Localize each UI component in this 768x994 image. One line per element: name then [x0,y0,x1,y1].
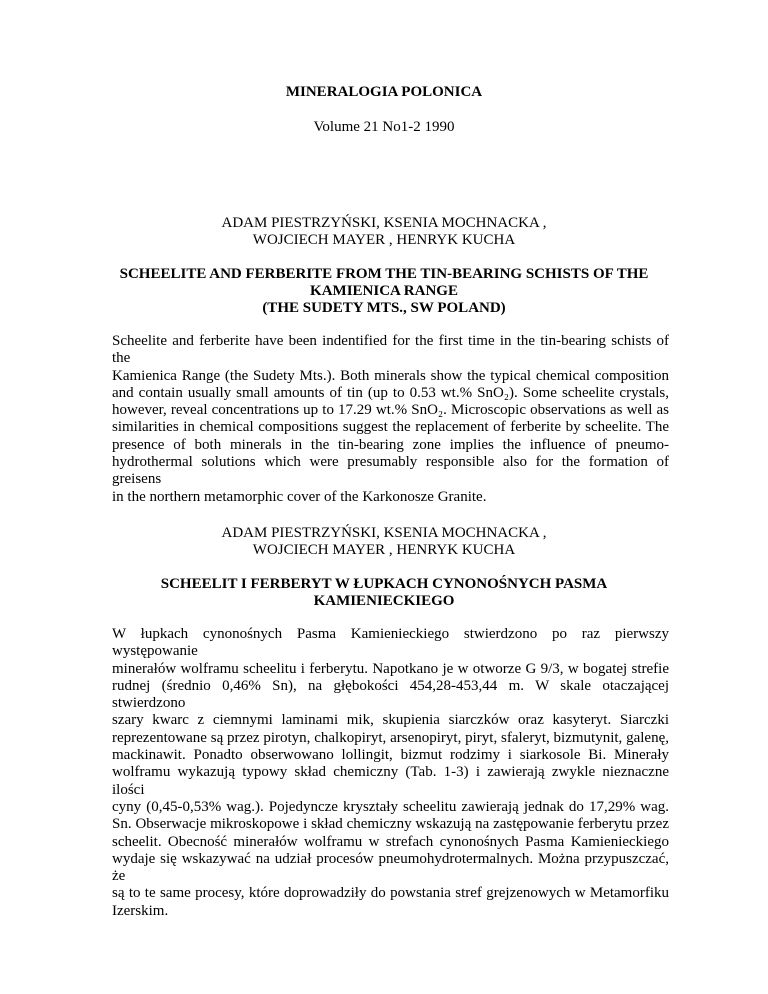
title-en-line-1: SCHEELITE AND FERBERITE FROM THE TIN-BEARING SCHISTS OF THE [119,266,649,282]
abstract-pl-line: wolframu wykazują typowy skład chemiczny (Tab. 1-3) i zawierają zwykle nieznaczne ilości [112,764,669,798]
journal-volume: Volume 21 No1-2 1990 [313,119,455,135]
abstract-en-line: Kamienica Range (the Sudety Mts.). Both minerals show the typical chemical composition [112,367,669,384]
abstract-en-line: similarities in chemical compositions suggest the replacement of ferberite by scheelite. The [112,419,669,436]
abstract-en-line: Scheelite and ferberite have been indentified for the first time in the tin-bearing schists of the [112,333,669,367]
abstract-pl-line: minerałów wolframu scheelitu i ferberytu. Napotkano je w otworze G 9/3, w bogatej strefie [112,660,669,677]
abstract-en-line: however, reveal concentrations up to 17.29 wt.% SnO₂. Microscopic observations as well as [112,402,669,419]
abstract-en-line: in the northern metamorphic cover of the Karkonosze Granite. [112,488,487,505]
journal-name: MINERALOGIA POLONICA [285,84,483,100]
abstract-en-line: and contain usually small amounts of tin (up to 0.53 wt.% SnO₂). Some scheelite crystals, [112,384,669,401]
authors-pl-line-1: ADAM PIESTRZYŃSKI, KSENIA MOCHNACKA , [221,525,547,541]
abstract-pl-line: Izerskim. [112,902,169,919]
title-pl-line-2: KAMIENIECKIEGO [313,593,455,609]
title-pl-line-1: SCHEELIT I FERBERYT W ŁUPKACH CYNONOŚNYCH PASMA [160,576,608,592]
abstract-pl-line: cyny (0,45-0,53% wag.). Pojedyncze kryształy scheelitu zawierają jednak do 17,29% wag. [112,798,669,815]
authors-en-line-2: WOJCIECH MAYER , HENRYK KUCHA [252,232,516,248]
abstract-pl-line: reprezentowane są przez pirotyn, chalkopiryt, arsenopiryt, piryt, sfaleryt, bizmutynit, galenę, [112,729,669,746]
title-en-line-3: (THE SUDETY MTS., SW POLAND) [262,300,506,316]
abstract-en [112,333,669,506]
abstract-pl-line: szary kwarc z ciemnymi laminami mik, skupienia siarczków oraz kasyteryt. Siarczki [112,712,669,729]
abstract-pl-line: Sn. Obserwacje mikroskopowe i skład chemiczny wskazują na zastępowanie ferberytu przez [112,816,669,833]
abstract-pl-line: wydaje się wskazywać na udział procesów pneumohydrotermalnych. Można przypuszczać, że [112,850,669,885]
abstract-pl-line: mackinawit. Ponadto obserwowano lollingit, bizmut rodzimy i siarkosole Bi. Minerały [112,747,669,764]
abstract-en-line: hydrothermal solutions which were presumably responsible also for the formation of greisens [112,454,669,488]
authors-en-line-1: ADAM PIESTRZYŃSKI, KSENIA MOCHNACKA , [221,215,547,231]
authors-pl-line-2: WOJCIECH MAYER , HENRYK KUCHA [252,542,516,558]
title-en-line-2: KAMIENICA RANGE [310,283,458,299]
abstract-pl-line: są to te same procesy, które doprowadziły do powstania stref grejzenowych w Metamorfiku [112,885,669,902]
abstract-pl-line: W łupkach cynonośnych Pasma Kamienieckiego stwierdzono po raz pierwszy występowanie [112,626,669,660]
abstract-pl-line: rudnej (średnio 0,46% Sn), na głębokości 454,28-453,44 m. W skale otaczającej stwierdzono [112,677,669,712]
abstract-pl [112,626,669,920]
abstract-en-line: presence of both minerals in the tin-bearing zone implies the influence of pneumo- [112,436,669,453]
abstract-pl-line: scheelit. Obecność minerałów wolframu w strefach cynonośnych Pasma Kamienieckiego [112,833,669,850]
